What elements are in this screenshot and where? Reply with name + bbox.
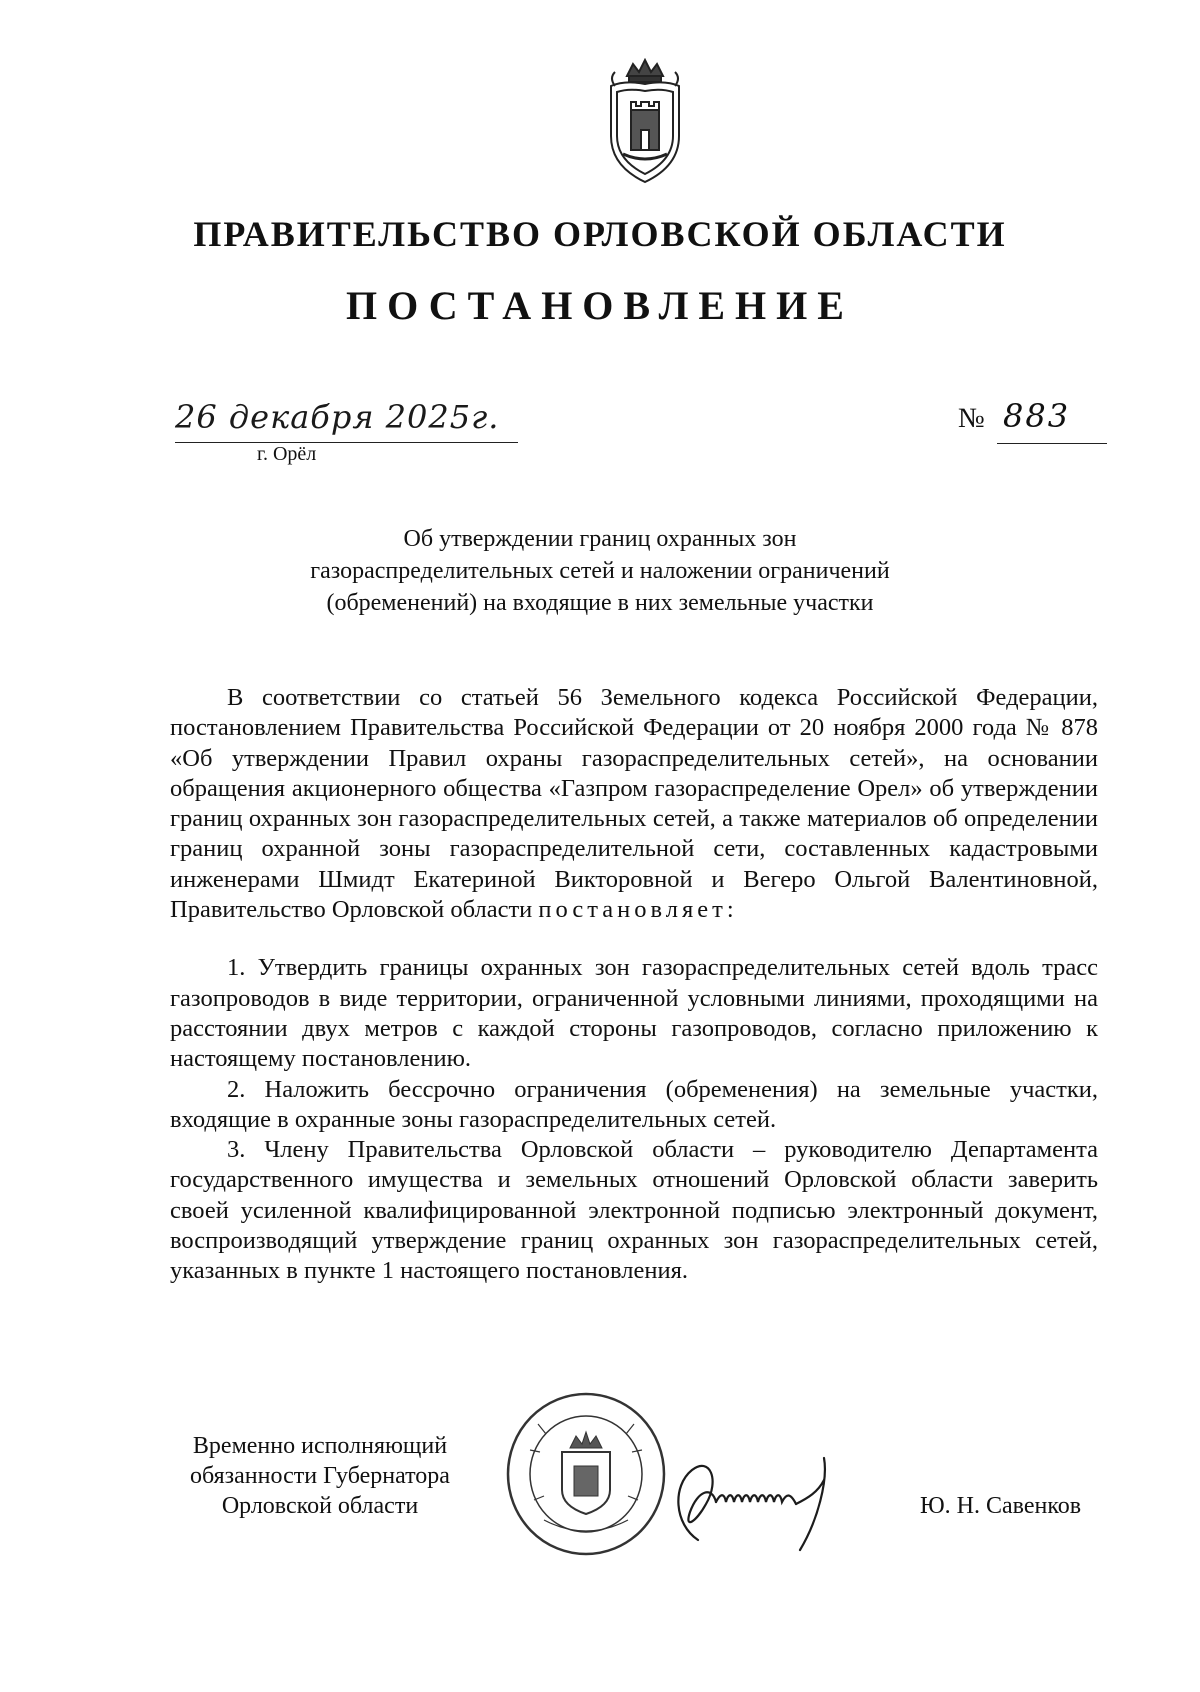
item-3: 3. Члену Правительства Орловской области – руководителю Департамента государственного имущества и земельных отношений Орловской области заверить своей усиленной квалифицированной электронной подписью электронный документ, воспроизводящий утверждение границ охранных зон газораспределительных сетей, указанных в пункте 1 настоящего постановления. [170,1136,1098,1285]
signer-position [170,1431,470,1521]
document-number: 883 [1003,397,1071,435]
document-body [170,683,1098,1287]
preamble-text: В соответствии со статьей 56 Земельного кодекса Российской Федерации, постановлением Правительства Российской Федерации от 20 ноября 2000 года № 878 «Об утверждении Правил охраны газораспределительных сетей», на основании обращения акционерного общества «Газпром газораспределение Орел» об утверждении границ охранных зон газораспределительных сетей, а также материалов об определении границ охранной зоны газораспределительной сети, составленных кадастровыми инженерами Шмидт Екатериной Викторовной и Вегеро Ольгой Валентиновной, Правительство Орловской области [170,684,1098,924]
number-underline [997,443,1107,444]
signer-name: Ю. Н. Савенков [920,1493,1082,1519]
document-city: г. Орёл [257,443,317,465]
handwritten-signature [668,1440,858,1558]
document-subject [0,523,1200,619]
item-2: 2. Наложить бессрочно ограничения (обременения) на земельные участки, входящие в охранные зоны газораспределительных сетей. [170,1075,1098,1133]
document-date: 26 декабря 2025г. [175,398,500,436]
signer-position-line: обязанности Губернатора [190,1463,450,1489]
organization-title: ПРАВИТЕЛЬСТВО ОРЛОВСКОЙ ОБЛАСТИ [193,214,1007,254]
signer-position-line: Временно исполняющий [192,1433,448,1459]
signer-position-line: Орловской области [221,1493,419,1519]
subject-line: (обременений) на входящие в них земельные участки [326,590,874,616]
date-underline [175,442,518,443]
resolves-word: постановляет: [538,896,738,924]
item-1: 1. Утвердить границы охранных зон газораспределительных сетей вдоль трасс газопроводов в виде территории, ограниченной условными линиями, проходящими на расстоянии двух метров с каждой стороны газопроводов, согласно приложению к настоящему постановлению. [170,954,1098,1073]
subject-line: Об утверждении границ охранных зон [403,526,797,552]
coat-of-arms-icon [605,58,685,186]
document-type-title: ПОСТАНОВЛЕНИЕ [346,283,854,328]
preamble-paragraph [170,683,1098,925]
official-seal-icon [504,1390,668,1558]
number-sign: № [958,403,985,434]
subject-line: газораспределительных сетей и наложении ограничений [310,558,890,584]
